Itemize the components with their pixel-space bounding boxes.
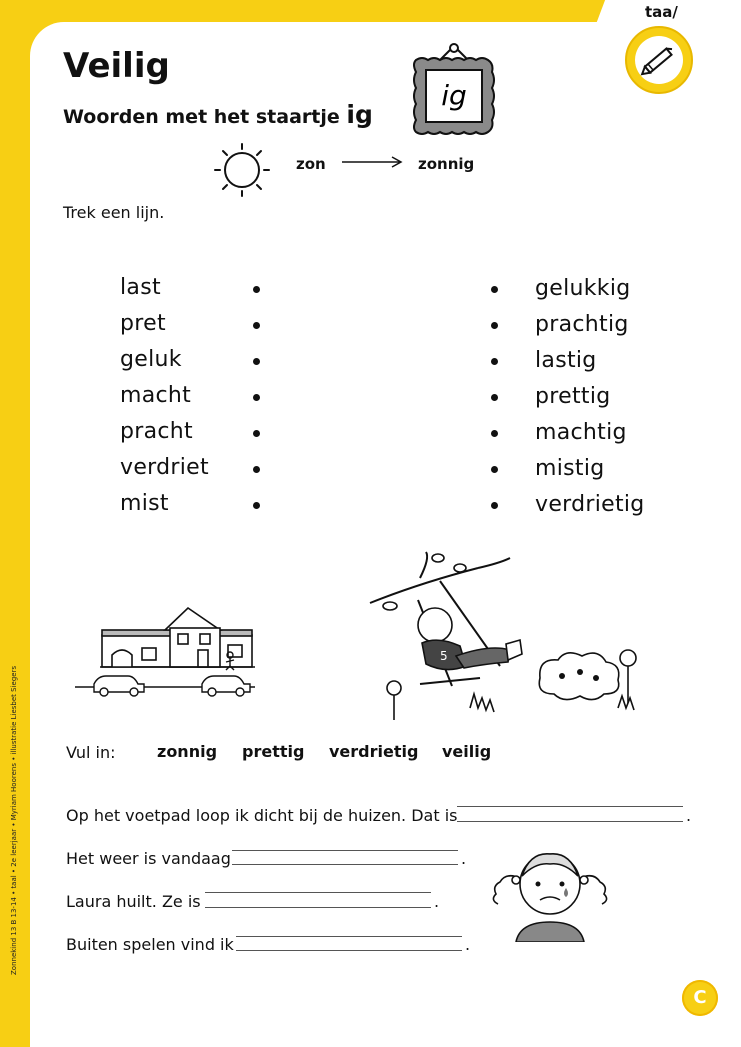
- left-dot[interactable]: [253, 286, 260, 293]
- right-dot[interactable]: [491, 286, 498, 293]
- period: .: [465, 935, 471, 954]
- answer-line-2[interactable]: [232, 864, 458, 865]
- instruction-text: Trek een lijn.: [63, 203, 165, 222]
- swing-illustration: [360, 548, 660, 728]
- answer-guide-line: [236, 936, 462, 937]
- sentence-4: Buiten spelen vind ik: [66, 935, 234, 954]
- answer-guide-line: [205, 892, 431, 893]
- left-word: pracht: [120, 419, 193, 444]
- word-choice: zonnig: [157, 742, 218, 761]
- right-dot[interactable]: [491, 322, 498, 329]
- sun-icon: [205, 140, 285, 200]
- fill-in-label: Vul in:: [66, 743, 116, 762]
- arrow-right-icon: [340, 152, 406, 172]
- page-subtitle: [63, 100, 373, 129]
- pencil-badge-icon: [624, 25, 694, 95]
- subject-tag: taa/: [645, 3, 678, 21]
- right-word: verdrietig: [535, 492, 645, 517]
- left-word: verdriet: [120, 455, 209, 480]
- left-word: mist: [120, 491, 169, 516]
- left-word: pret: [120, 311, 166, 336]
- period: .: [686, 806, 692, 825]
- example-from: zon: [296, 155, 326, 173]
- left-dot[interactable]: [253, 394, 260, 401]
- left-word: macht: [120, 383, 192, 408]
- sidebar-credits: Zonnekind 13 B 13-14 • taal • 2e leerjaar • Myriam Hoorens • illustratie Liesbet Siegers: [10, 665, 18, 975]
- sentence-3: Laura huilt. Ze is: [66, 892, 201, 911]
- left-dot[interactable]: [253, 430, 260, 437]
- frame-text: ig: [441, 79, 467, 112]
- crying-girl-illustration: [486, 842, 614, 942]
- right-word: prettig: [535, 384, 611, 409]
- left-dot[interactable]: [253, 322, 260, 329]
- answer-line-4[interactable]: [236, 950, 462, 951]
- word-choice: veilig: [442, 742, 492, 761]
- left-word: geluk: [120, 347, 182, 372]
- picture-frame-icon: [408, 42, 500, 138]
- right-dot[interactable]: [491, 430, 498, 437]
- page-title: Veilig: [63, 46, 170, 86]
- left-dot[interactable]: [253, 502, 260, 509]
- word-choice: prettig: [242, 742, 305, 761]
- right-word: mistig: [535, 456, 605, 481]
- right-word: machtig: [535, 420, 627, 445]
- left-word: last: [120, 275, 161, 300]
- sentence-2: Het weer is vandaag: [66, 849, 231, 868]
- street-illustration: [70, 600, 260, 700]
- right-word: lastig: [535, 348, 597, 373]
- svg-text:5: 5: [440, 649, 448, 663]
- answer-guide-line: [457, 806, 683, 807]
- example-to: zonnig: [418, 155, 475, 173]
- right-dot[interactable]: [491, 358, 498, 365]
- right-dot[interactable]: [491, 394, 498, 401]
- page-letter-badge: C: [682, 980, 718, 1016]
- right-dot[interactable]: [491, 466, 498, 473]
- word-choice: verdrietig: [329, 742, 419, 761]
- sentence-1: Op het voetpad loop ik dicht bij de huizen. Dat is: [66, 806, 458, 825]
- answer-guide-line: [232, 850, 458, 851]
- period: .: [461, 849, 467, 868]
- left-dot[interactable]: [253, 358, 260, 365]
- left-dot[interactable]: [253, 466, 260, 473]
- right-word: gelukkig: [535, 276, 631, 301]
- subtitle-suffix: ig: [346, 100, 373, 129]
- answer-line-3[interactable]: [205, 907, 431, 908]
- right-dot[interactable]: [491, 502, 498, 509]
- answer-line-1[interactable]: [457, 821, 683, 822]
- subtitle-text: Woorden met het staartje: [63, 106, 340, 128]
- period: .: [434, 892, 440, 911]
- right-word: prachtig: [535, 312, 629, 337]
